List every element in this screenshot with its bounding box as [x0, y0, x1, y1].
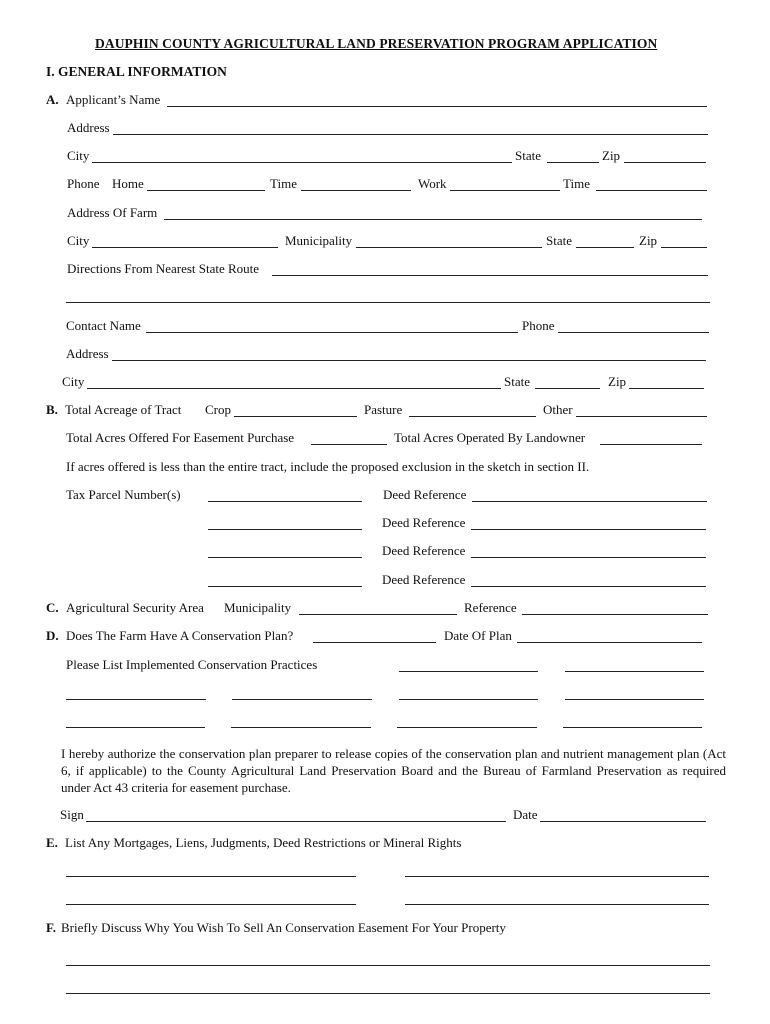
deed-reference-label: Deed Reference [382, 543, 466, 558]
contact-city-label: City [62, 374, 85, 389]
practice-field-10[interactable] [563, 727, 702, 728]
home-phone-field[interactable] [147, 190, 265, 191]
contact-zip-field[interactable] [629, 388, 704, 389]
applicant-name-field[interactable] [167, 106, 707, 107]
home-time-label: Time [270, 176, 297, 191]
farm-zip-label: Zip [639, 233, 658, 248]
other-acres-field[interactable] [576, 416, 707, 417]
section-letter-a: A. [46, 92, 59, 107]
deed-reference-field-1[interactable] [472, 501, 707, 502]
tax-parcel-field-2[interactable] [208, 529, 362, 530]
encumbrance-field-2[interactable] [405, 876, 709, 877]
reason-field-line-2[interactable] [66, 993, 710, 994]
practice-field-2[interactable] [565, 671, 704, 672]
applicant-city-label: City [67, 148, 90, 163]
acres-offered-field[interactable] [311, 444, 387, 445]
section-heading-general-information: I. GENERAL INFORMATION [46, 64, 227, 79]
form-title: DAUPHIN COUNTY AGRICULTURAL LAND PRESERVATION PROGRAM APPLICATION [95, 36, 658, 51]
deed-reference-field-2[interactable] [471, 529, 706, 530]
acres-operated-field[interactable] [600, 444, 702, 445]
deed-reference-label: Deed Reference [383, 487, 467, 502]
asa-reference-field[interactable] [522, 614, 708, 615]
farm-state-field[interactable] [576, 247, 634, 248]
contact-phone-label: Phone [522, 318, 555, 333]
deed-reference-label: Deed Reference [382, 515, 466, 530]
applicant-zip-label: Zip [602, 148, 621, 163]
applicant-zip-field[interactable] [624, 162, 706, 163]
sign-date-field[interactable] [540, 821, 706, 822]
acres-offered-label: Total Acres Offered For Easement Purchase [66, 430, 295, 445]
acres-operated-label: Total Acres Operated By Landowner [394, 430, 586, 445]
section-letter-e: E. [46, 835, 58, 850]
contact-state-field[interactable] [535, 388, 600, 389]
directions-field[interactable] [272, 275, 708, 276]
farm-city-label: City [67, 233, 90, 248]
asa-municipality-field[interactable] [299, 614, 457, 615]
encumbrance-field-4[interactable] [405, 904, 709, 905]
contact-name-field[interactable] [146, 332, 518, 333]
practice-field-3[interactable] [66, 699, 206, 700]
contact-address-label: Address [66, 346, 109, 361]
pasture-acres-field[interactable] [409, 416, 536, 417]
farm-city-field[interactable] [92, 247, 278, 248]
tax-parcel-field-4[interactable] [208, 586, 362, 587]
farm-address-label: Address Of Farm [67, 205, 158, 220]
signature-field[interactable] [86, 821, 506, 822]
crop-label: Crop [205, 402, 231, 417]
date-of-plan-label: Date Of Plan [444, 628, 512, 643]
farm-address-field[interactable] [164, 219, 702, 220]
practice-field-1[interactable] [399, 671, 538, 672]
contact-name-label: Contact Name [66, 318, 141, 333]
work-phone-field[interactable] [450, 190, 560, 191]
farm-state-label: State [546, 233, 572, 248]
contact-city-field[interactable] [87, 388, 501, 389]
home-time-field[interactable] [301, 190, 411, 191]
date-of-plan-field[interactable] [517, 642, 702, 643]
contact-zip-label: Zip [608, 374, 627, 389]
acres-exclusion-note: If acres offered is less than the entire tract, include the proposed exclusion in the sketch in section II. [66, 459, 590, 474]
applicant-address-label: Address [67, 120, 110, 135]
farm-zip-field[interactable] [661, 247, 707, 248]
practice-field-5[interactable] [399, 699, 538, 700]
practice-field-8[interactable] [231, 727, 371, 728]
applicant-city-field[interactable] [92, 162, 512, 163]
authorization-statement: I hereby authorize the conservation plan preparer to release copies of the conservation plan and nutrient management plan (Act 6, if applicable) to the County Agricultural Land Preservation Board and the Bureau of Farmland Preservation as required under Act 43 criteria for easement purchase. [61, 746, 726, 795]
deed-reference-field-4[interactable] [471, 586, 706, 587]
conservation-plan-answer-field[interactable] [313, 642, 436, 643]
crop-acres-field[interactable] [234, 416, 357, 417]
total-acreage-label: Total Acreage of Tract [65, 402, 182, 417]
tax-parcel-field-3[interactable] [208, 557, 362, 558]
applicant-state-field[interactable] [547, 162, 599, 163]
work-time-label: Time [563, 176, 590, 191]
list-practices-label: Please List Implemented Conservation Practices [66, 657, 318, 672]
asa-municipality-label: Municipality [224, 600, 292, 615]
farm-municipality-field[interactable] [356, 247, 542, 248]
directions-field-line-2[interactable] [66, 302, 710, 303]
applicant-name-label: Applicant’s Name [66, 92, 161, 107]
farm-municipality-label: Municipality [285, 233, 353, 248]
applicant-address-field[interactable] [113, 134, 708, 135]
section-letter-d: D. [46, 628, 59, 643]
asa-reference-label: Reference [464, 600, 517, 615]
tax-parcel-field-1[interactable] [208, 501, 362, 502]
sell-easement-reason-label: Briefly Discuss Why You Wish To Sell An Conservation Easement For Your Property [61, 920, 506, 935]
agricultural-security-area-label: Agricultural Security Area [66, 600, 204, 615]
reason-field-line-1[interactable] [66, 965, 710, 966]
section-letter-c: C. [46, 600, 59, 615]
applicant-state-label: State [515, 148, 541, 163]
home-label: Home [112, 176, 144, 191]
contact-phone-field[interactable] [558, 332, 709, 333]
practice-field-7[interactable] [66, 727, 205, 728]
conservation-plan-question: Does The Farm Have A Conservation Plan? [66, 628, 294, 643]
contact-state-label: State [504, 374, 530, 389]
practice-field-9[interactable] [397, 727, 537, 728]
section-letter-f: F. [46, 920, 56, 935]
work-label: Work [418, 176, 447, 191]
encumbrance-field-3[interactable] [66, 904, 356, 905]
deed-reference-label: Deed Reference [382, 572, 466, 587]
section-letter-b: B. [46, 402, 58, 417]
mortgages-liens-label: List Any Mortgages, Liens, Judgments, Deed Restrictions or Mineral Rights [65, 835, 462, 850]
tax-parcel-label: Tax Parcel Number(s) [66, 487, 181, 502]
other-label: Other [543, 402, 573, 417]
encumbrance-field-1[interactable] [66, 876, 356, 877]
pasture-label: Pasture [364, 402, 403, 417]
sign-label: Sign [60, 807, 84, 822]
work-time-field[interactable] [596, 190, 707, 191]
directions-label: Directions From Nearest State Route [67, 261, 260, 276]
deed-reference-field-3[interactable] [471, 557, 706, 558]
practice-field-6[interactable] [565, 699, 704, 700]
phone-label: Phone [67, 176, 100, 191]
practice-field-4[interactable] [232, 699, 372, 700]
sign-date-label: Date [513, 807, 538, 822]
contact-address-field[interactable] [112, 360, 706, 361]
